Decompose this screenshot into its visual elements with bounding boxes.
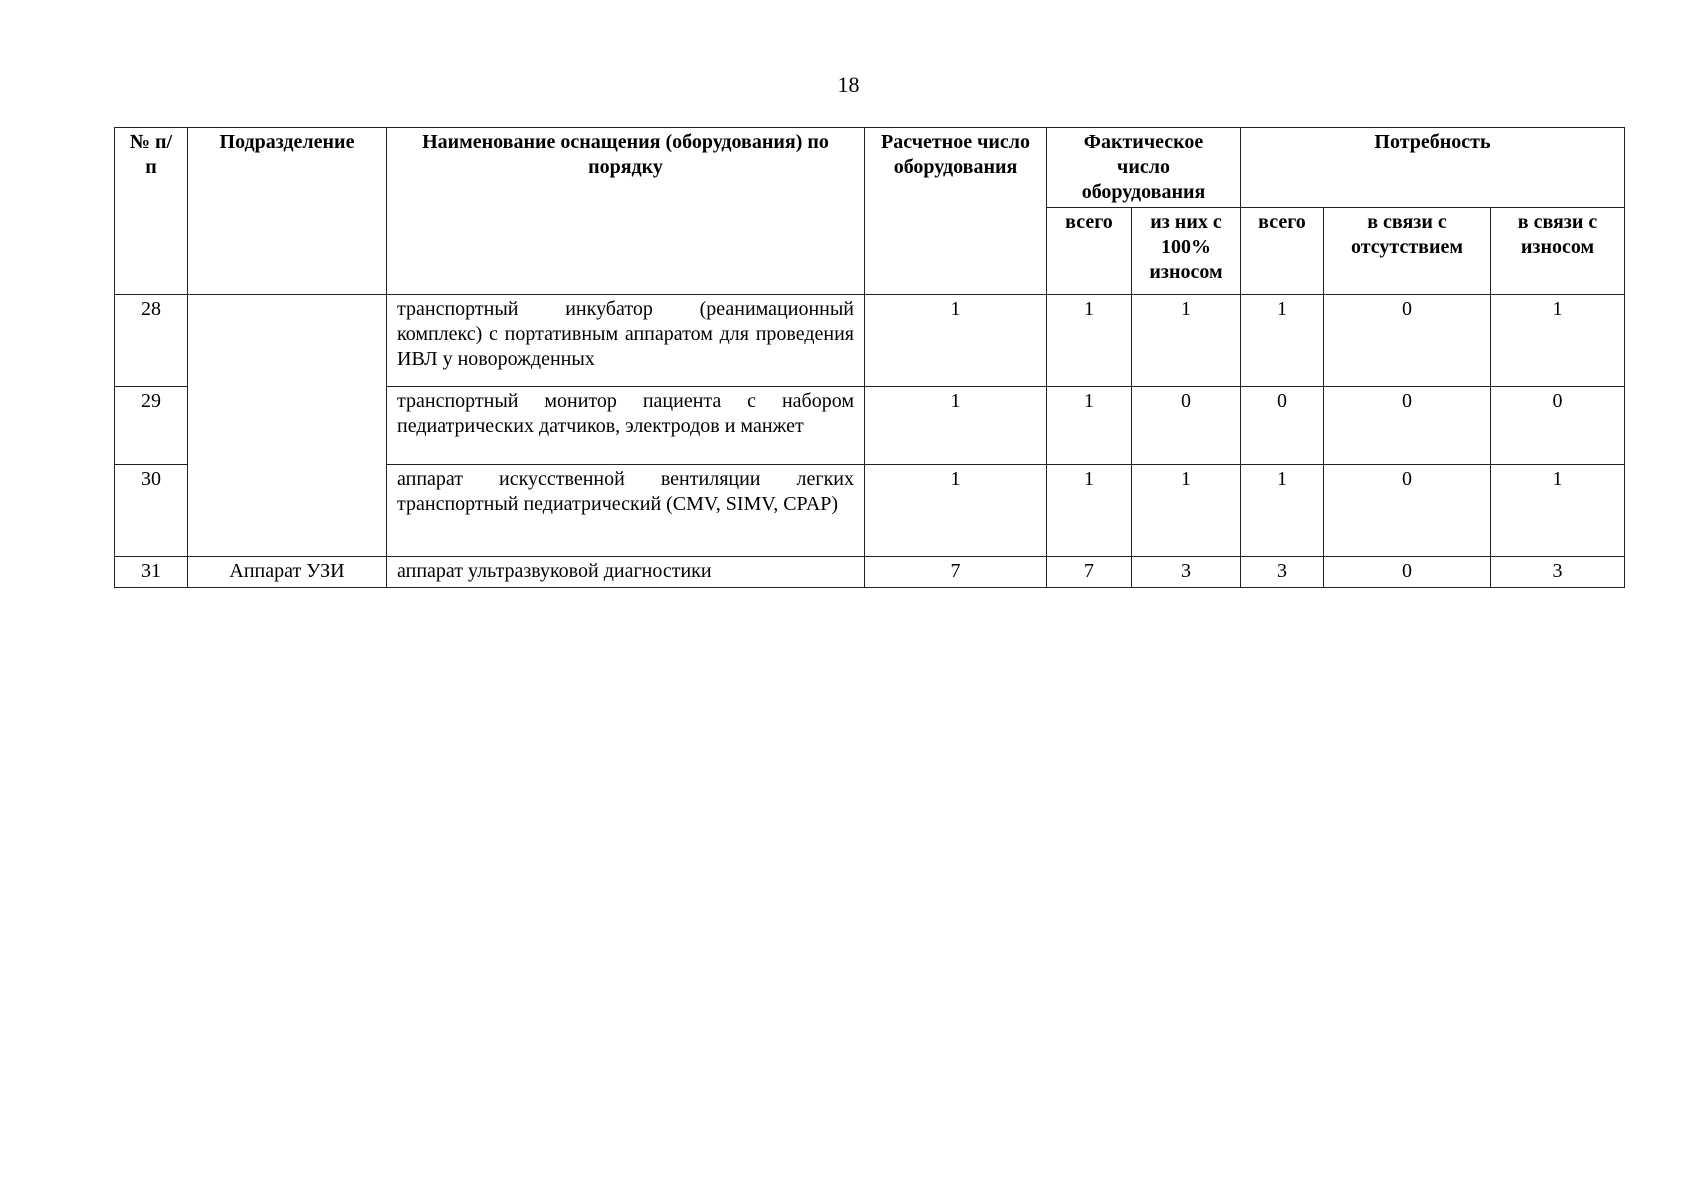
table-row: [115, 557, 1625, 588]
row-num: 29: [115, 387, 188, 465]
row-division: Аппарат УЗИ: [188, 557, 387, 588]
header-num: № п/п: [115, 128, 188, 295]
page-number: 18: [837, 72, 860, 97]
row-actual-total: 1: [1047, 465, 1132, 557]
equipment-table: [114, 127, 1625, 588]
row-need-total: 0: [1241, 387, 1324, 465]
row-equipment-name: аппарат ультразвуковой диагностики: [387, 557, 865, 588]
header-division: Подразделение: [188, 128, 387, 295]
row-actual-total: 7: [1047, 557, 1132, 588]
row-need-total: 1: [1241, 295, 1324, 387]
row-calculated: 1: [865, 465, 1047, 557]
row-equipment-name: транспортный инкубатор (реанимационный комплекс) с портативным аппаратом для проведения ИВЛ у новорожденных: [387, 295, 865, 387]
row-calculated: 1: [865, 387, 1047, 465]
row-need-wear: 1: [1491, 465, 1625, 557]
row-actual-worn: 0: [1132, 387, 1241, 465]
header-actual-worn: из них с 100% износом: [1132, 208, 1241, 295]
row-num: 30: [115, 465, 188, 557]
row-equipment-name: транспортный монитор пациента с набором педиатрических датчиков, электродов и манжет: [387, 387, 865, 465]
row-num: 28: [115, 295, 188, 387]
row-need-wear: 1: [1491, 295, 1625, 387]
row-calculated: 7: [865, 557, 1047, 588]
row-need-absence: 0: [1324, 465, 1491, 557]
row-actual-total: 1: [1047, 387, 1132, 465]
header-need-total: всего: [1241, 208, 1324, 295]
header-calculated: Расчетное число оборудования: [865, 128, 1047, 295]
header-need: Потребность: [1241, 128, 1625, 208]
row-need-wear: 3: [1491, 557, 1625, 588]
header-need-wear: в связи с износом: [1491, 208, 1625, 295]
row-equipment-name: аппарат искусственной вентиляции легких транспортный педиатрический (CMV, SIMV, CPAP): [387, 465, 865, 557]
header-actual: Фактическое число оборудования: [1047, 128, 1241, 208]
header-equipment-name: Наименование оснащения (оборудования) по порядку: [387, 128, 865, 295]
header-need-absence: в связи с отсутствием: [1324, 208, 1491, 295]
row-actual-worn: 1: [1132, 465, 1241, 557]
row-need-wear: 0: [1491, 387, 1625, 465]
row-calculated: 1: [865, 295, 1047, 387]
row-actual-worn: 1: [1132, 295, 1241, 387]
row-actual-worn: 3: [1132, 557, 1241, 588]
row-actual-total: 1: [1047, 295, 1132, 387]
row-need-total: 1: [1241, 465, 1324, 557]
row-need-absence: 0: [1324, 295, 1491, 387]
row-num: 31: [115, 557, 188, 588]
table-row: [115, 295, 1625, 387]
header-row-1: [115, 128, 1625, 208]
row-division: [188, 295, 387, 557]
row-need-absence: 0: [1324, 387, 1491, 465]
row-need-total: 3: [1241, 557, 1324, 588]
header-actual-total: всего: [1047, 208, 1132, 295]
row-need-absence: 0: [1324, 557, 1491, 588]
